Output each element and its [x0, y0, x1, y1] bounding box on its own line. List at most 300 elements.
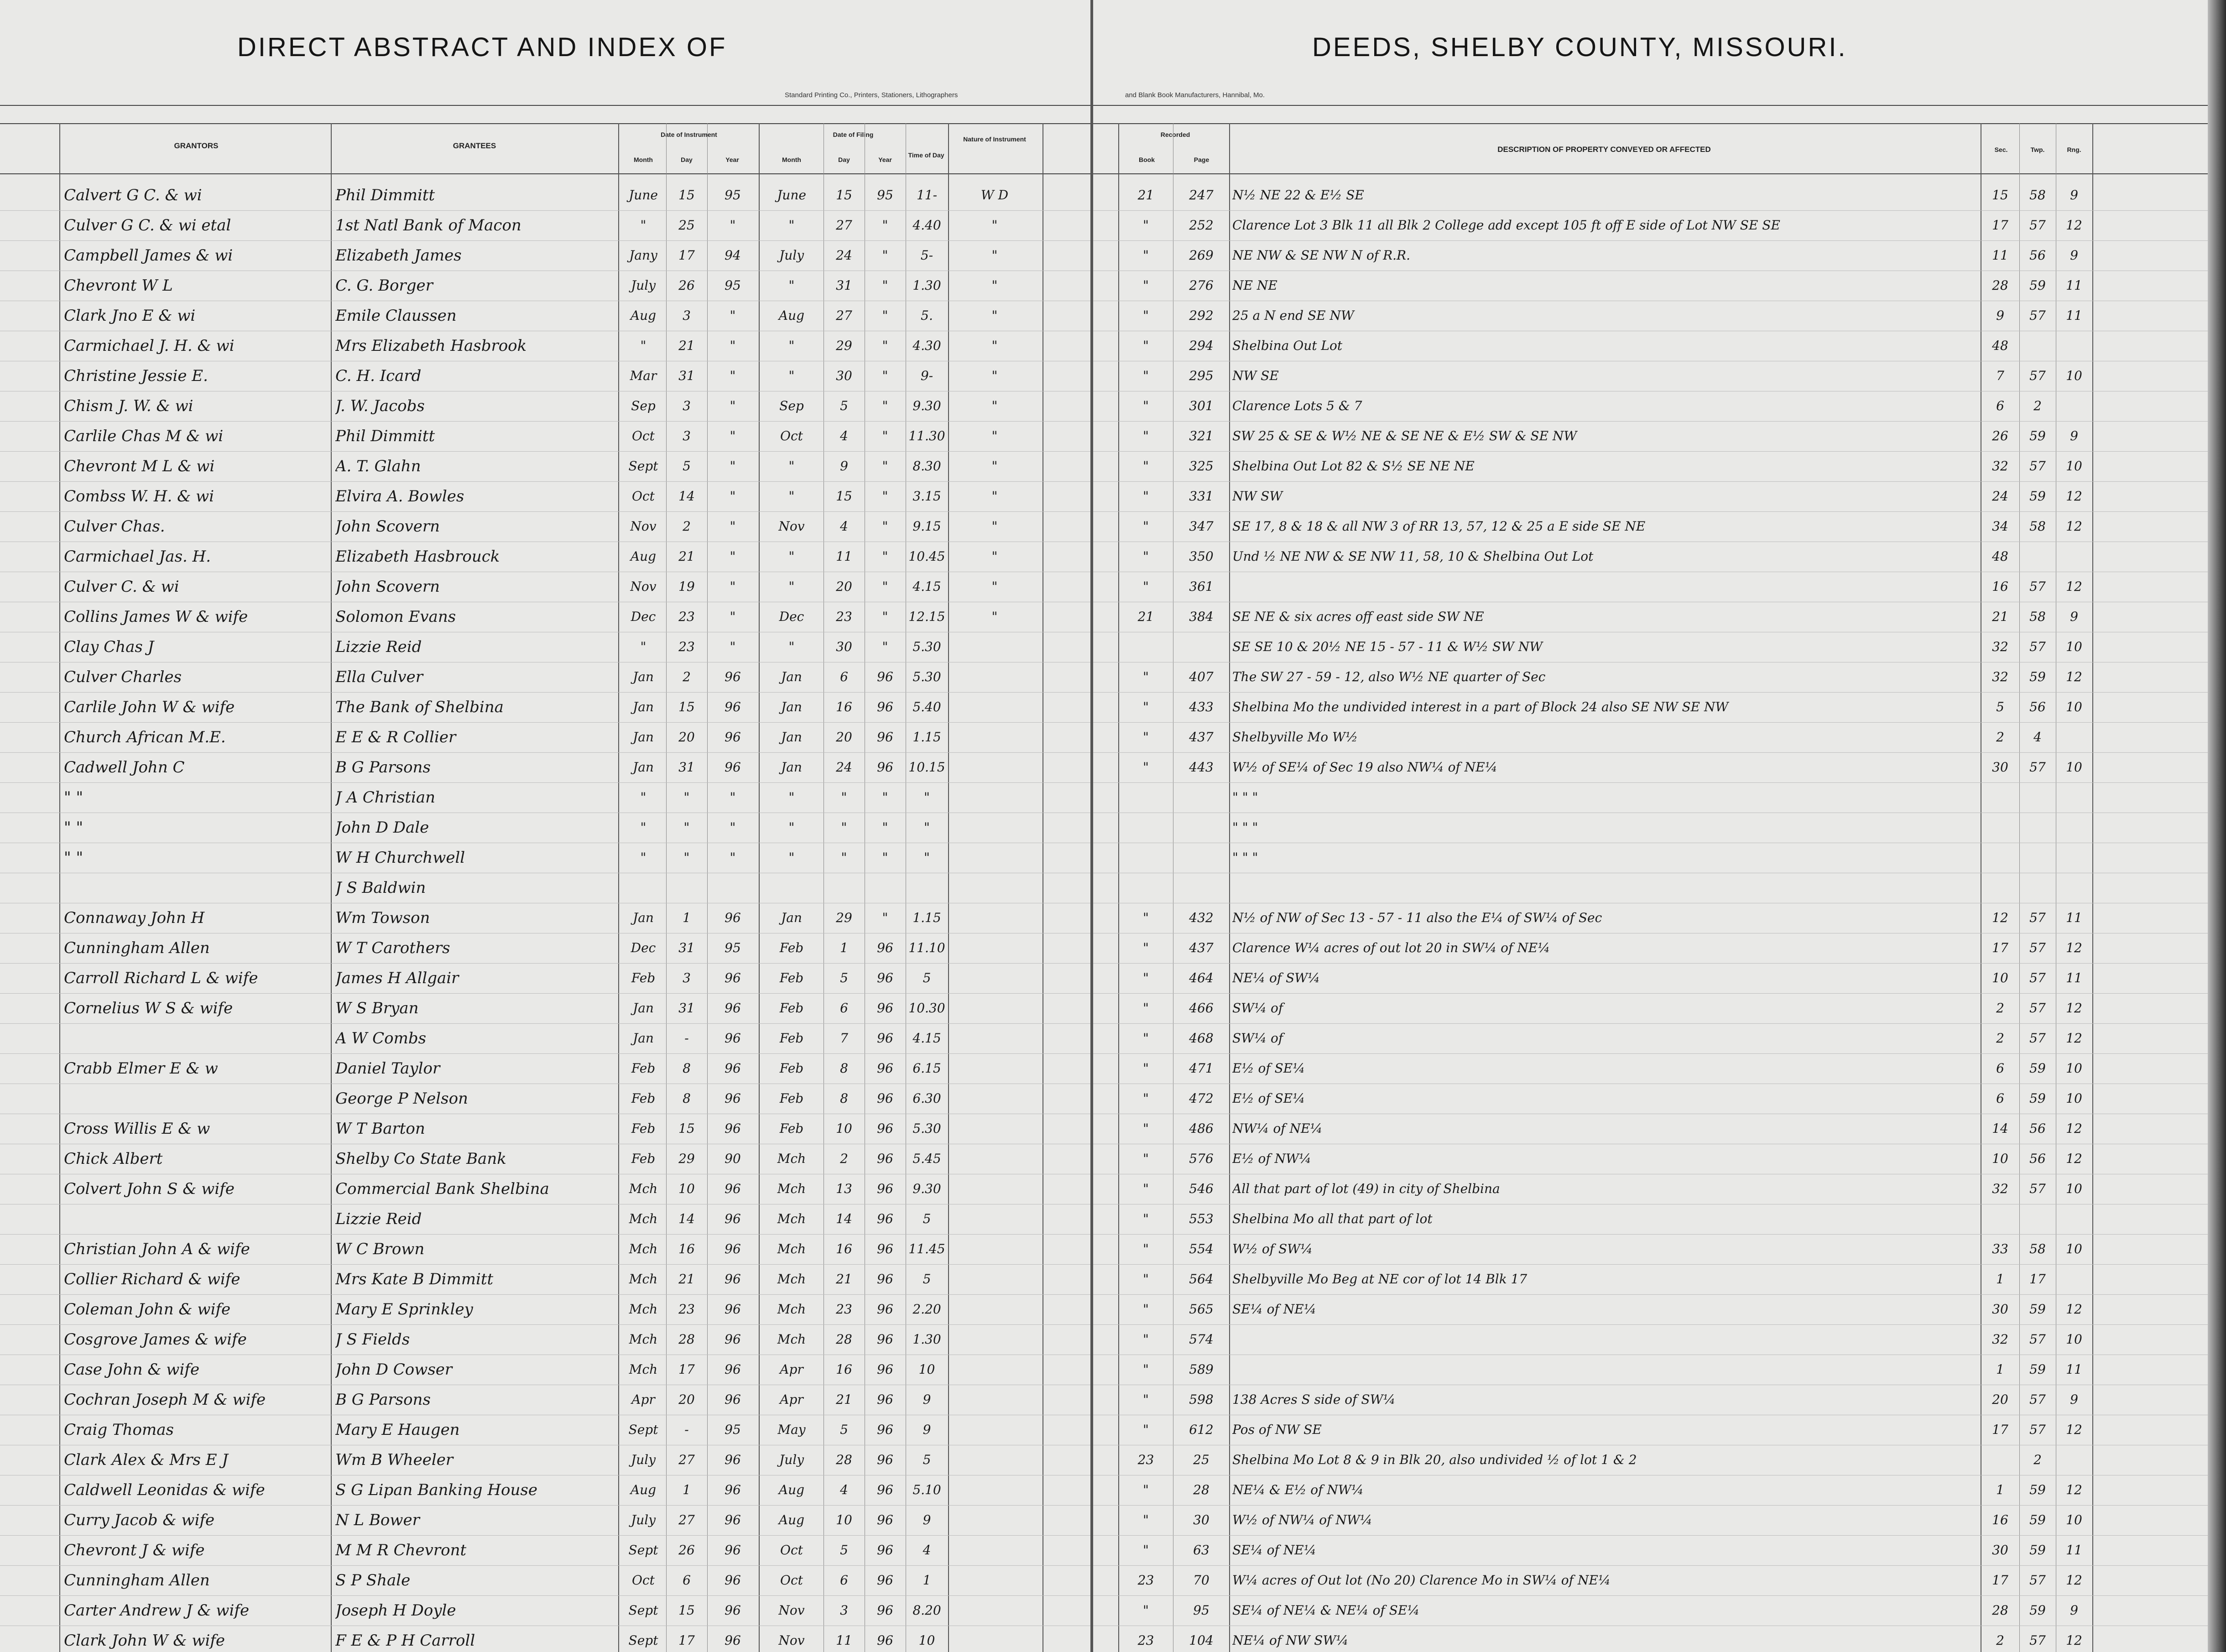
description-cell: 138 Acres S side of SW¼	[1232, 1392, 1396, 1407]
grantor-cell: Carter Andrew J & wife	[64, 1601, 250, 1620]
filing-month-cell: Feb	[779, 1121, 804, 1136]
time-of-day-cell: 10	[918, 1362, 935, 1377]
filing-year-cell: 95	[877, 188, 893, 203]
page-cell: 331	[1189, 489, 1214, 504]
twp-cell: 59	[2029, 1302, 2046, 1317]
filing-year-cell: "	[882, 579, 888, 594]
sec-cell: 17	[1992, 940, 2008, 955]
page-cell: 466	[1189, 1001, 1214, 1016]
rng-cell: 11	[2066, 278, 2082, 293]
ledger-row	[0, 782, 1090, 813]
page-cell: 30	[1193, 1512, 1209, 1527]
sec-cell: 32	[1992, 1181, 2008, 1196]
grantee-cell: A. T. Glahn	[335, 457, 421, 475]
time-of-day-cell: 4.40	[912, 218, 941, 233]
description-cell: All that part of lot (49) in city of Shelbina	[1232, 1181, 1500, 1196]
time-of-day-cell: 9-	[920, 368, 933, 383]
nature-cell	[949, 1324, 1040, 1355]
description-cell: " " "	[1232, 850, 1258, 865]
grantor-cell: Chevront J & wife	[64, 1541, 205, 1559]
filing-month-cell: Mch	[777, 1181, 806, 1196]
filing-year-cell: "	[882, 910, 888, 925]
ledger-row	[0, 1385, 1090, 1415]
sec-cell	[1982, 873, 2018, 903]
page-cell	[1174, 782, 1228, 813]
instrument-day-cell: 26	[678, 1543, 695, 1558]
page-cell: 361	[1189, 579, 1214, 594]
rng-cell: 10	[2066, 760, 2082, 775]
sec-cell: 2	[1996, 1001, 2004, 1016]
nature-cell	[949, 1505, 1040, 1535]
filing-year-cell: 96	[877, 1482, 893, 1497]
time-of-day-cell: 5.45	[912, 1151, 941, 1166]
ledger-row	[1093, 1385, 2226, 1415]
ledger-row	[1093, 1595, 2226, 1626]
page-cell: 347	[1189, 519, 1214, 534]
sec-cell	[1982, 782, 2018, 813]
instrument-day-cell: 3	[683, 428, 691, 443]
sec-cell: 28	[1992, 278, 2008, 293]
instrument-month-cell: Apr	[631, 1392, 655, 1407]
description-cell: " " "	[1232, 820, 1258, 835]
book-cell: "	[1143, 308, 1149, 323]
page-cell: 247	[1189, 188, 1214, 203]
ledger-row	[0, 331, 1090, 361]
filing-day-cell: 6	[840, 1001, 848, 1016]
rng-cell: 9	[2070, 248, 2078, 263]
ledger-row	[1093, 1475, 2226, 1506]
grantor-cell: Cadwell John C	[64, 758, 185, 776]
sec-cell: 28	[1992, 1603, 2008, 1618]
grantor-cell	[64, 873, 328, 903]
twp-cell: 57	[2029, 1633, 2046, 1648]
grantor-cell: Christian John A & wife	[64, 1240, 250, 1258]
grantee-cell: The Bank of Shelbina	[335, 698, 504, 716]
sec-cell: 21	[1992, 609, 2008, 624]
rng-cell	[2057, 782, 2091, 813]
filing-day-cell: 4	[840, 519, 848, 534]
description-cell: SE¼ of NE¼	[1232, 1543, 1316, 1558]
header-rule-mid	[0, 123, 1090, 124]
rng-cell: 10	[2066, 639, 2082, 654]
nature-cell	[949, 1204, 1040, 1234]
instrument-year-cell: 96	[725, 1633, 741, 1648]
time-of-day-cell: 5.40	[912, 699, 941, 714]
instrument-day-cell: 23	[678, 1302, 695, 1317]
twp-cell	[2020, 843, 2055, 873]
filing-year-cell: 96	[877, 1573, 893, 1588]
description-cell: E½ of SE¼	[1232, 1061, 1305, 1076]
page-cell: 443	[1189, 760, 1214, 775]
filing-year-cell: 96	[877, 1392, 893, 1407]
rng-cell: 9	[2070, 1392, 2078, 1407]
grantor-cell: Chick Albert	[64, 1150, 163, 1168]
nature-cell	[949, 1174, 1040, 1204]
nature-cell	[949, 813, 1040, 843]
filing-day-cell: 6	[840, 1573, 848, 1588]
page-cell: 468	[1189, 1031, 1214, 1046]
instrument-month-cell: Oct	[632, 428, 655, 443]
book-cell: "	[1143, 940, 1149, 955]
grantor-cell: Cunningham Allen	[64, 939, 210, 957]
filing-year-cell: "	[882, 428, 888, 443]
instrument-year-cell: "	[730, 549, 736, 564]
instrument-month-cell: Oct	[632, 489, 655, 504]
ledger-row	[1093, 1023, 2226, 1054]
nature-cell	[949, 1595, 1040, 1626]
filing-day-cell: "	[841, 790, 847, 805]
grantor-cell: Clark John W & wife	[64, 1631, 225, 1650]
rng-cell: 12	[2066, 519, 2082, 534]
grantee-cell: N L Bower	[335, 1511, 420, 1529]
twp-cell: 57	[2029, 368, 2046, 383]
ledger-row	[0, 180, 1090, 211]
instrument-day-cell: 31	[678, 940, 695, 955]
page-cell: 292	[1189, 308, 1214, 323]
page-cell: 598	[1189, 1392, 1214, 1407]
filing-year-cell: 96	[877, 1362, 893, 1377]
instrument-day-cell: 20	[678, 1392, 695, 1407]
instrument-year-cell: 96	[725, 730, 741, 745]
ledger-row	[1093, 572, 2226, 602]
filing-year-cell: 96	[877, 730, 893, 745]
grantee-cell: John D Dale	[335, 818, 429, 837]
grantor-cell: Collins James W & wife	[64, 608, 248, 626]
filing-year-cell: 96	[877, 970, 893, 985]
recorded-header: Recorded	[1160, 131, 1190, 138]
sec-cell: 6	[1996, 1061, 2004, 1076]
ledger-row	[0, 421, 1090, 452]
grantor-cell: Cochran Joseph M & wife	[64, 1391, 266, 1409]
ledger-row	[0, 1023, 1090, 1054]
instrument-month-cell: Nov	[630, 519, 657, 534]
instrument-month-cell: Dec	[631, 609, 656, 624]
grantor-cell: Cornelius W S & wife	[64, 999, 233, 1017]
instrument-year-cell: "	[730, 308, 736, 323]
instrument-month-cell: July	[631, 278, 656, 293]
book-cell: "	[1143, 278, 1149, 293]
grantee-cell: W C Brown	[335, 1240, 425, 1258]
twp-cell: 56	[2029, 1151, 2046, 1166]
twp-cell: 57	[2029, 1422, 2046, 1437]
instrument-year-cell: "	[730, 579, 736, 594]
instrument-year-cell: "	[730, 609, 736, 624]
sec-cell: 26	[1992, 428, 2008, 443]
instrument-month-cell: Sept	[628, 459, 658, 474]
grantee-cell: 1st Natl Bank of Macon	[335, 216, 521, 235]
book-cell: "	[1143, 489, 1149, 504]
filing-year-cell	[865, 873, 905, 903]
grantee-cell: Mrs Elizabeth Hasbrook	[335, 337, 527, 355]
page-cell: 553	[1189, 1211, 1214, 1226]
filing-day-cell: 7	[840, 1031, 848, 1046]
instrument-month-cell: Sept	[628, 1633, 658, 1648]
page-cell: 63	[1193, 1543, 1209, 1558]
grantee-cell: John D Cowser	[335, 1360, 453, 1379]
instrument-day-cell: 31	[678, 1001, 695, 1016]
description-cell: SE 17, 8 & 18 & all NW 3 of RR 13, 57, 12 & 25 a E side SE NE	[1232, 519, 1646, 534]
filing-day-cell: 20	[836, 579, 852, 594]
ledger-row	[1093, 391, 2226, 422]
grantee-cell: C. H. Icard	[335, 367, 422, 385]
filing-year-cell: "	[882, 459, 888, 474]
grantee-cell: Lizzie Reid	[335, 638, 422, 656]
ledger-row	[0, 1084, 1090, 1114]
instrument-day-cell: 6	[683, 1573, 691, 1588]
nature-cell	[949, 1053, 1040, 1084]
ledger-row	[0, 1264, 1090, 1295]
nature-cell	[949, 1415, 1040, 1445]
page-cell: 554	[1189, 1241, 1214, 1256]
filing-year-cell: "	[882, 850, 888, 865]
ledger-row	[0, 240, 1090, 271]
ledger-row	[1093, 1565, 2226, 1596]
filing-month-cell	[761, 873, 823, 903]
ledger-row	[0, 1234, 1090, 1265]
grantor-cell: Colvert John S & wife	[64, 1180, 235, 1198]
filing-month-cell: "	[788, 218, 795, 233]
filing-month-cell: Feb	[779, 1001, 804, 1016]
instrument-day-cell: 26	[678, 278, 695, 293]
twp-cell	[2020, 331, 2055, 361]
time-of-day-cell: 1.15	[912, 730, 941, 745]
instrument-day-cell: 2	[683, 669, 691, 684]
filing-year-cell: 96	[877, 1512, 893, 1527]
grantee-cell: Mrs Kate B Dimmitt	[335, 1270, 494, 1288]
filing-year-cell: 96	[877, 1241, 893, 1256]
book-cell: "	[1143, 1362, 1149, 1377]
rng-cell: 10	[2066, 1091, 2082, 1106]
ledger-row	[0, 1324, 1090, 1355]
filing-year-cell: "	[882, 609, 888, 624]
grantee-cell: S P Shale	[335, 1571, 411, 1589]
sec-cell: 17	[1992, 218, 2008, 233]
time-of-day-cell: "	[924, 850, 930, 865]
filing-day-header: Day	[838, 156, 850, 163]
rng-cell: 12	[2066, 940, 2082, 955]
date-of-filing-header: Date of Filing	[833, 131, 874, 138]
nature-cell	[949, 963, 1040, 993]
twp-cell: 57	[2029, 459, 2046, 474]
grantor-cell: Carroll Richard L & wife	[64, 969, 258, 987]
rng-cell: 9	[2070, 188, 2078, 203]
ledger-row	[1093, 752, 2226, 783]
grantor-cell: " "	[64, 788, 83, 807]
instrument-year-cell: 96	[725, 1241, 741, 1256]
sec-cell: 7	[1996, 368, 2004, 383]
nature-cell: "	[991, 218, 998, 233]
grantee-cell: S G Lipan Banking House	[335, 1481, 537, 1499]
ledger-row	[1093, 722, 2226, 753]
grantor-cell: Chism J. W. & wi	[64, 397, 193, 415]
grantee-cell: J S Baldwin	[335, 879, 426, 897]
filing-year-cell: 96	[877, 760, 893, 775]
rng-cell	[2057, 873, 2091, 903]
nature-cell	[949, 632, 1040, 662]
instrument-month-cell: Jan	[633, 730, 654, 745]
twp-cell: 59	[2029, 1603, 2046, 1618]
instrument-day-cell: 27	[678, 1512, 695, 1527]
book-cell: "	[1143, 1392, 1149, 1407]
book-cell	[1120, 632, 1172, 662]
description-cell: Shelbina Mo Lot 8 & 9 in Blk 20, also undivided ½ of lot 1 & 2	[1232, 1452, 1637, 1467]
ledger-row	[0, 722, 1090, 753]
grantee-cell: E E & R Collier	[335, 728, 456, 746]
sec-cell: 34	[1992, 519, 2008, 534]
ledger-row	[1093, 662, 2226, 693]
instrument-day-cell: 3	[683, 398, 691, 413]
description-cell: N½ of NW of Sec 13 - 57 - 11 also the E¼ of SW¼ of Sec	[1232, 910, 1602, 925]
description-cell: NW SW	[1232, 489, 1283, 504]
instrument-day-cell: 31	[678, 760, 695, 775]
grantor-cell: Carmichael Jas. H.	[64, 547, 211, 566]
instrument-year-cell: 96	[725, 1001, 741, 1016]
filing-day-cell: 30	[836, 368, 852, 383]
instrument-month-cell: Mch	[629, 1362, 658, 1377]
ledger-row	[1093, 843, 2226, 873]
rng-cell	[2057, 843, 2091, 873]
sec-cell: 6	[1996, 1091, 2004, 1106]
filing-month-cell: Nov	[778, 519, 805, 534]
instrument-day-cell: 25	[678, 218, 695, 233]
instrument-year-cell: 96	[725, 760, 741, 775]
sec-cell	[1982, 843, 2018, 873]
instrument-month-cell: Jan	[633, 699, 654, 714]
book-cell: "	[1143, 338, 1149, 353]
filing-month-cell: "	[788, 368, 795, 383]
filing-month-cell: "	[788, 459, 795, 474]
nature-cell	[949, 1264, 1040, 1294]
rng-cell	[2057, 391, 2091, 421]
nature-cell	[949, 1475, 1040, 1505]
right-printer-imprint: and Blank Book Manufacturers, Hannibal, Mo.	[1125, 91, 1265, 99]
book-cell: 21	[1137, 609, 1154, 624]
page-cell: 437	[1189, 940, 1214, 955]
filing-day-cell: 31	[836, 278, 852, 293]
filing-day-cell: 1	[840, 940, 848, 955]
sec-cell: 6	[1996, 398, 2004, 413]
time-of-day-cell: 6.30	[912, 1091, 941, 1106]
filing-year-cell: "	[882, 368, 888, 383]
twp-cell: 59	[2029, 428, 2046, 443]
twp-cell: 59	[2029, 489, 2046, 504]
description-cell: Shelbina Mo the undivided interest in a part of Block 24 also SE NW SE NW	[1232, 699, 1729, 714]
instrument-day-cell: 27	[678, 1452, 695, 1467]
page-cell: 70	[1193, 1573, 1209, 1588]
grantee-cell: Wm B Wheeler	[335, 1451, 454, 1469]
instrument-year-cell: 95	[725, 940, 741, 955]
instrument-year-cell: 95	[725, 278, 741, 293]
instrument-month-cell: Sept	[628, 1603, 658, 1618]
instrument-year-cell	[708, 873, 757, 903]
rng-cell: 10	[2066, 1241, 2082, 1256]
filing-month-cell: Jan	[781, 699, 802, 714]
twp-cell: 57	[2029, 1001, 2046, 1016]
instrument-day-cell: 19	[678, 579, 695, 594]
instrument-month-cell: Feb	[631, 1121, 656, 1136]
instrument-month-cell: "	[640, 820, 646, 835]
sec-cell: 33	[1992, 1241, 2008, 1256]
ledger-row	[1093, 210, 2226, 241]
nature-cell: "	[991, 549, 998, 564]
instrument-month-cell: Aug	[630, 1482, 657, 1497]
description-cell	[1232, 1355, 1978, 1385]
filing-day-cell: 16	[836, 1362, 852, 1377]
instrument-year-cell: 96	[725, 1452, 741, 1467]
page-cell: 384	[1189, 609, 1214, 624]
instrument-year-cell: "	[730, 368, 736, 383]
filing-year-cell: "	[882, 549, 888, 564]
description-cell: Clarence Lot 3 Blk 11 all Blk 2 College add except 105 ft off E side of Lot NW SE SE	[1232, 218, 1780, 233]
filing-month-cell: Dec	[779, 609, 804, 624]
grantor-cell: Cosgrove James & wife	[64, 1330, 247, 1349]
instrument-month-cell: Feb	[631, 1061, 656, 1076]
filing-day-cell: 16	[836, 1241, 852, 1256]
filing-day-cell: 5	[840, 1543, 848, 1558]
grantee-cell: Daniel Taylor	[335, 1059, 440, 1078]
nature-cell	[949, 692, 1040, 722]
filing-month-cell: Mch	[777, 1211, 806, 1226]
time-of-day-cell: 10.15	[908, 760, 945, 775]
nature-cell: "	[991, 459, 998, 474]
filing-month-cell: "	[788, 790, 795, 805]
ledger-row	[0, 1415, 1090, 1445]
ledger-row	[0, 1355, 1090, 1385]
sec-cell: 9	[1996, 308, 2004, 323]
page-cell: 350	[1189, 549, 1214, 564]
instrument-day-cell: 10	[678, 1181, 695, 1196]
grantor-cell: " "	[64, 849, 83, 867]
grantee-cell: James H Allgair	[335, 969, 459, 987]
sec-cell: 12	[1992, 910, 2008, 925]
grantor-cell: Culver G C. & wi etal	[64, 216, 231, 235]
ledger-row	[1093, 1234, 2226, 1265]
grantee-cell: Solomon Evans	[335, 608, 456, 626]
filing-day-cell: 10	[836, 1121, 852, 1136]
filing-month-cell: Oct	[780, 428, 803, 443]
ledger-row	[0, 210, 1090, 241]
rng-cell	[2057, 722, 2091, 752]
description-header: DESCRIPTION OF PROPERTY CONVEYED OR AFFECTED	[1497, 145, 1711, 154]
twp-cell: 56	[2029, 248, 2046, 263]
filing-day-cell: 29	[836, 910, 852, 925]
nature-cell	[949, 873, 1040, 903]
nature-cell	[949, 752, 1040, 782]
filing-day-cell: 23	[836, 1302, 852, 1317]
sec-cell: 1	[1996, 1362, 2004, 1377]
description-cell: NE NW & SE NW N of R.R.	[1232, 248, 1411, 263]
instrument-day-cell: 5	[683, 459, 691, 474]
page-cell	[1174, 632, 1228, 662]
instrument-day-cell: 8	[683, 1061, 691, 1076]
rng-cell	[2057, 1264, 2091, 1294]
twp-cell: 57	[2029, 1392, 2046, 1407]
instrument-year-cell: "	[730, 459, 736, 474]
page-cell: 252	[1189, 218, 1214, 233]
ledger-row	[0, 1535, 1090, 1566]
filing-day-cell: "	[841, 850, 847, 865]
description-cell	[1232, 873, 1978, 903]
grantor-cell: Clark Alex & Mrs E J	[64, 1451, 229, 1469]
filing-year-cell: 96	[877, 1121, 893, 1136]
sec-cell: 15	[1992, 188, 2008, 203]
book-cell: "	[1143, 1151, 1149, 1166]
twp-cell: 59	[2029, 1482, 2046, 1497]
ledger-row	[0, 903, 1090, 933]
time-of-day-cell: 5	[923, 1211, 931, 1226]
ledger-row	[1093, 1445, 2226, 1475]
grantor-cell: Carlile Chas M & wi	[64, 427, 224, 445]
